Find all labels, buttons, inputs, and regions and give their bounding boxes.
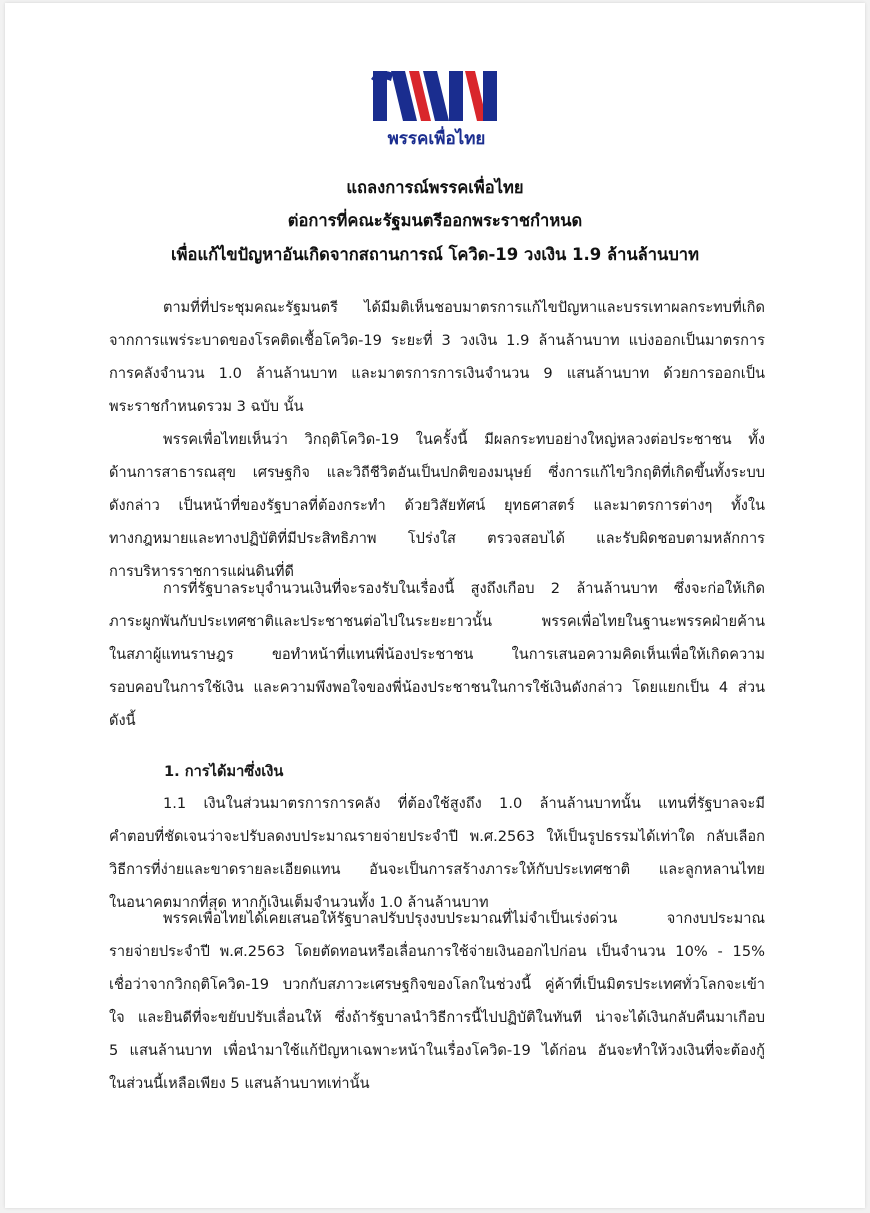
paragraph-line: 1.1 เงินในส่วนมาตรการการคลัง ที่ต้องใช้สูงถึง 1.0 ล้านล้านบาทนั้น แทนที่รัฐบาลจะมี <box>163 795 765 812</box>
paragraph-line: 5 แสนล้านบาท เพื่อนำมาใช้แก้ปัญหาเฉพาะหน้าในเรื่องโควิด-19 ได้ก่อน อันจะทำให้วงเงินที่จะต้องกู้ <box>109 1042 765 1059</box>
paragraph-line: พรรคเพื่อไทยได้เคยเสนอให้รัฐบาลปรับปรุงงบประมาณที่ไม่จำเป็นเร่งด่วน จากงบประมาณ <box>163 910 765 927</box>
paragraph-line: เชื่อว่าจากวิกฤติโควิด-19 บวกกับสภาวะเศรษฐกิจของโลกในช่วงนี้ คู่ค้าที่เป็นมิตรประเทศทั่วโลกจะเข้า <box>109 976 765 993</box>
paragraph-line: คำตอบที่ชัดเจนว่าจะปรับลดงบประมาณรายจ่ายประจำปี พ.ศ.2563 ให้เป็นรูปธรรมได้เท่าใด กลับเลือก <box>109 828 765 845</box>
party-logo-mark-icon <box>369 65 504 123</box>
paragraph-line: ในสภาผู้แทนราษฎร ขอทำหน้าที่แทนพี่น้องประชาชน ในการเสนอความคิดเห็นเพื่อให้เกิดความ <box>109 646 765 663</box>
party-logo <box>369 65 504 150</box>
paragraph-line: ดังกล่าว เป็นหน้าที่ของรัฐบาลที่ต้องกระทำ ด้วยวิสัยทัศน์ ยุทธศาสตร์ และมาตรการต่างๆ ทั้งใน <box>109 497 765 514</box>
paragraph-line: ด้านการสาธารณสุข เศรษฐกิจ และวิถีชีวิตอันเป็นปกติของมนุษย์ ซึ่งการแก้ไขวิกฤติที่เกิดขึ้นทั้งระบบ <box>109 464 765 481</box>
statement-title: แถลงการณ์พรรคเพื่อไทย <box>346 178 524 197</box>
section-heading: 1. การได้มาซึ่งเงิน <box>164 763 284 780</box>
paragraph-line: วิธีการที่ง่ายและขาดรายละเอียดแทน อันจะเป็นการสร้างภาระให้กับประเทศชาติ และลูกหลานไทย <box>109 861 765 878</box>
paragraph-line: พระราชกำหนดรวม 3 ฉบับ นั้น <box>109 398 304 415</box>
statement-subtitle: ต่อการที่คณะรัฐมนตรีออกพระราชกำหนด <box>287 211 583 230</box>
paragraph-line: จากการแพร่ระบาดของโรคติดเชื้อโควิด-19 ระยะที่ 3 วงเงิน 1.9 ล้านล้านบาท แบ่งออกเป็นมาตรการ <box>109 332 765 349</box>
paragraph-line: ทางกฎหมายและทางปฏิบัติที่มีประสิทธิภาพ โปร่งใส ตรวจสอบได้ และรับผิดชอบตามหลักการ <box>109 530 765 547</box>
paragraph-line: ภาระผูกพันกับประเทศชาติและประชาชนต่อไปในระยะยาวนั้น พรรคเพื่อไทยในฐานะพรรคฝ่ายค้าน <box>109 613 765 630</box>
paragraph-line: การคลังจำนวน 1.0 ล้านล้านบาท และมาตรการการเงินจำนวน 9 แสนล้านบาท ด้วยการออกเป็น <box>109 365 765 382</box>
paragraph-line: ในส่วนนี้เหลือเพียง 5 แสนล้านบาทเท่านั้น <box>109 1075 370 1092</box>
document-page <box>5 3 865 1208</box>
paragraph-line: พรรคเพื่อไทยเห็นว่า วิกฤติโควิด-19 ในครั้งนี้ มีผลกระทบอย่างใหญ่หลวงต่อประชาชน ทั้ง <box>163 431 765 448</box>
statement-subtitle-2: เพื่อแก้ไขปัญหาอันเกิดจากสถานการณ์ โควิด-19 วงเงิน 1.9 ล้านล้านบาท <box>171 245 699 264</box>
paragraph-line: การบริหารราชการแผ่นดินที่ดี <box>109 563 294 580</box>
paragraph-line: รอบคอบในการใช้เงิน และความพึงพอใจของพี่น้องประชาชนในการใช้เงินดังกล่าว โดยแยกเป็น 4 ส่วน <box>109 679 765 696</box>
paragraph-line: ตามที่ที่ประชุมคณะรัฐมนตรี ได้มีมติเห็นชอบมาตรการแก้ไขปัญหาและบรรเทาผลกระทบที่เกิด <box>163 299 765 316</box>
paragraph-line: การที่รัฐบาลระบุจำนวนเงินที่จะรองรับในเรื่องนี้ สูงถึงเกือบ 2 ล้านล้านบาท ซึ่งจะก่อให้เกิด <box>163 580 765 597</box>
party-logo-caption: พรรคเพื่อไทย <box>387 129 486 149</box>
paragraph-line: ในอนาคตมากที่สุด หากกู้เงินเต็มจำนวนทั้ง 1.0 ล้านล้านบาท <box>109 894 489 911</box>
paragraph-line: ใจ และยินดีที่จะขยับปรับเลื่อนให้ ซึ่งถ้ารัฐบาลนำวิธีการนี้ไปปฏิบัติในทันที น่าจะได้เงินกลับคืนมาเกือบ <box>109 1009 765 1026</box>
paragraph-line: รายจ่ายประจำปี พ.ศ.2563 โดยตัดทอนหรือเลื่อนการใช้จ่ายเงินออกไปก่อน เป็นจำนวน 10% - 15% <box>109 943 765 960</box>
paragraph-line: ดังนี้ <box>109 712 136 729</box>
